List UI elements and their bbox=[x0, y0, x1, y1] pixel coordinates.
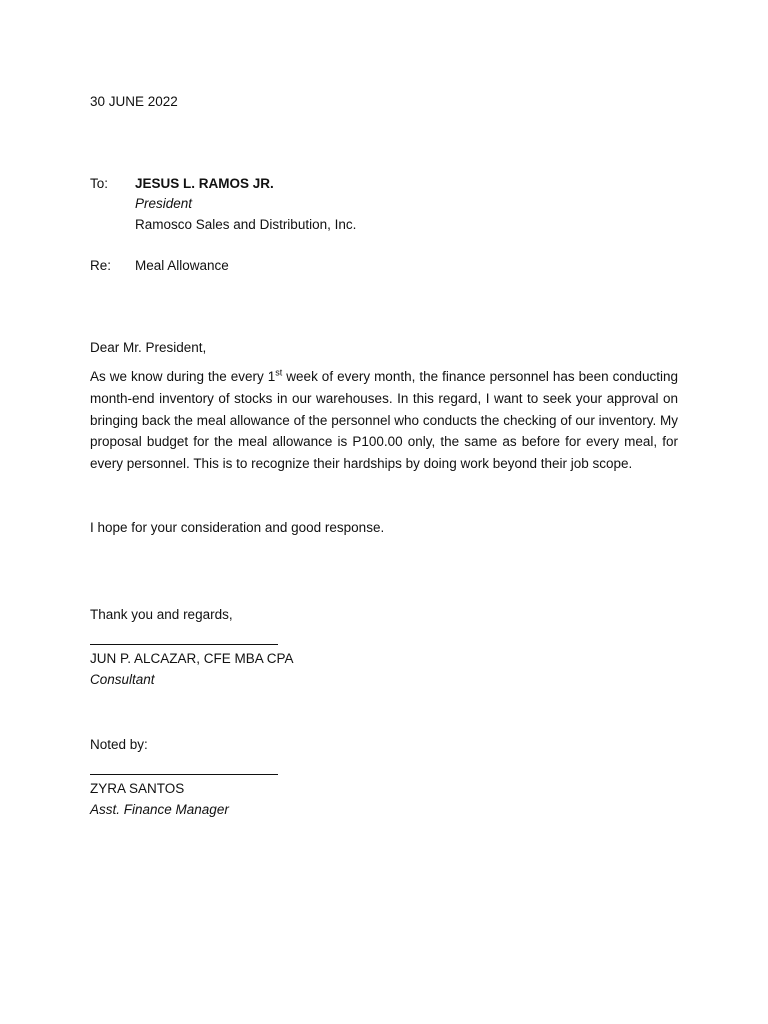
salutation: Dear Mr. President, bbox=[90, 340, 207, 355]
noter-name: ZYRA SANTOS bbox=[90, 781, 185, 796]
body-p1-rest: week of every month, the finance personnel has been conducting month-end inventory of stocks in our warehouses. In this regard, I want to seek your approval on bringing back the meal allowance of the personnel who conducts the checking of our inventory. My proposal budget for the meal allowance is P100.00 only, the same as before for every meal, for every personnel. This is to recognize their hardships by doing work beyond their job scope. bbox=[90, 369, 678, 472]
body-p1-start: As we know during the every 1 bbox=[90, 369, 276, 384]
signer-title: Consultant bbox=[90, 672, 155, 687]
signer-name: JUN P. ALCAZAR, CFE MBA CPA bbox=[90, 651, 294, 666]
body-paragraph-2: I hope for your consideration and good response. bbox=[90, 520, 385, 535]
noter-title: Asst. Finance Manager bbox=[90, 802, 229, 817]
recipient-company: Ramosco Sales and Distribution, Inc. bbox=[135, 217, 357, 232]
body-p1-superscript: st bbox=[275, 367, 283, 378]
noted-label: Noted by: bbox=[90, 737, 148, 752]
to-label: To: bbox=[90, 176, 109, 191]
subject-line: Meal Allowance bbox=[135, 258, 229, 273]
recipient-title: President bbox=[135, 196, 193, 211]
signature-line bbox=[90, 644, 278, 645]
body-paragraph-1 bbox=[90, 366, 678, 475]
letter-date: 30 JUNE 2022 bbox=[90, 94, 178, 109]
noter-signature-line bbox=[90, 774, 278, 775]
recipient-name: JESUS L. RAMOS JR. bbox=[135, 176, 274, 191]
re-label: Re: bbox=[90, 258, 112, 273]
closing: Thank you and regards, bbox=[90, 607, 233, 622]
